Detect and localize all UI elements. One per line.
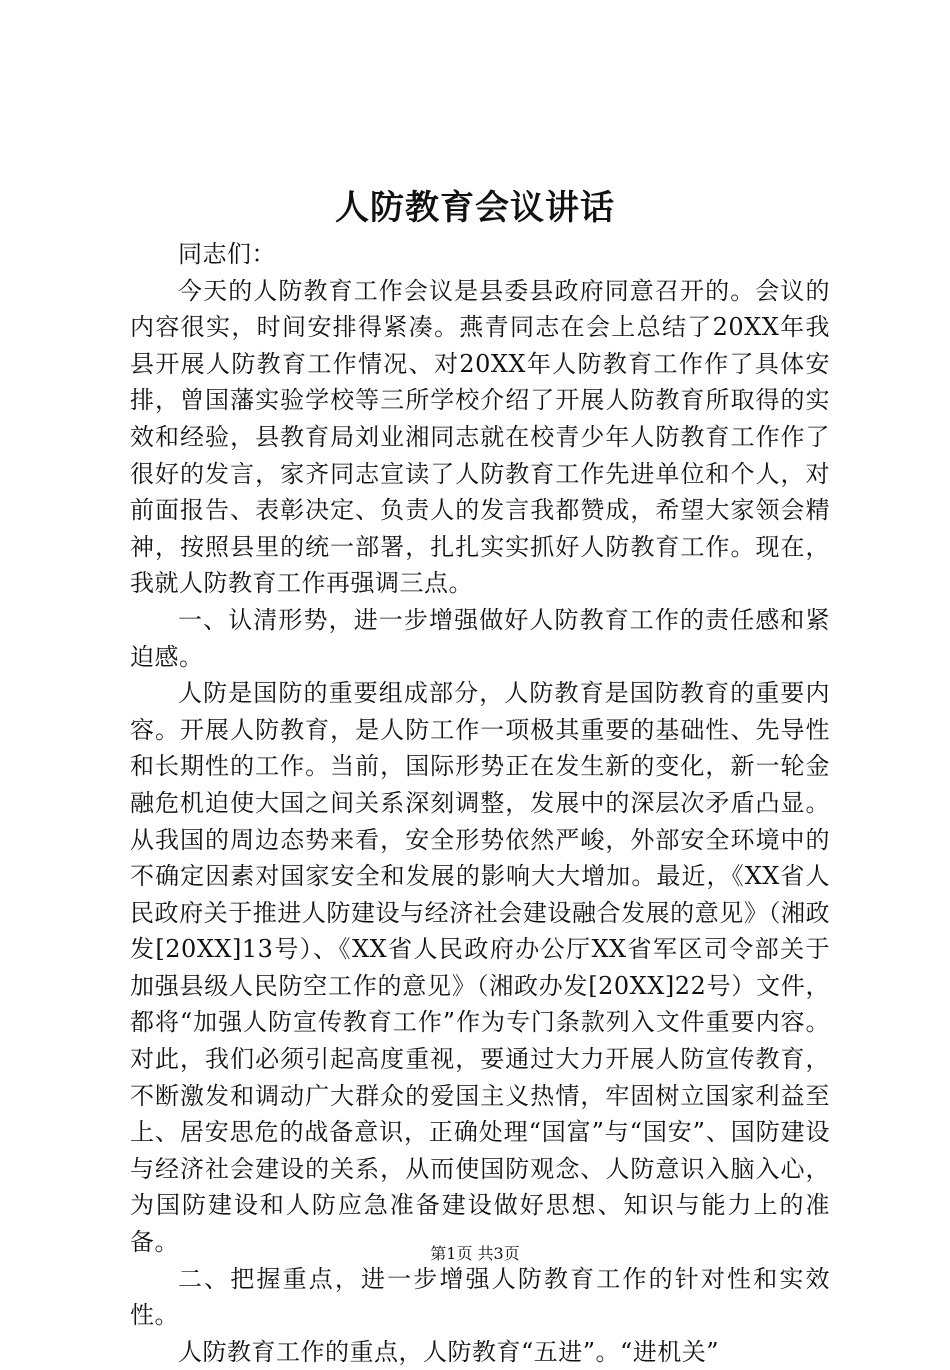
- page-footer: 第1页 共3页: [430, 1244, 520, 1263]
- document-title: 人防教育会议讲话: [335, 188, 615, 228]
- document-body: [130, 236, 830, 1370]
- section-heading-2: 二、把握重点，进一步增强人防教育工作的针对性和实效性。: [130, 1264, 830, 1330]
- salutation-paragraph: 同志们：: [178, 240, 276, 268]
- section-2-paragraph: 人防教育工作的重点，人防教育“五进”。“进机关”: [178, 1337, 720, 1366]
- section-heading-1: 一、认清形势，进一步增强做好人防教育工作的责任感和紧迫感。: [130, 605, 830, 671]
- intro-paragraph: 今天的人防教育工作会议是县委县政府同意召开的。会议的内容很实，时间安排得紧凑。燕青同志在会上总结了20XX年我县开展人防教育工作情况、对20XX年人防教育工作作了具体安排，曾国藩实验学校等三所学校介绍了开展人防教育所取得的实效和经验，县教育局刘业湘同志就在校青少年人防教育工作作了很好的发言，家齐同志宣读了人防教育工作先进单位和个人，对前面报告、表彰决定、负责人的发言我都赞成，希望大家领会精神，按照县里的统一部署，扎扎实实抓好人防教育工作。现在，我就人防教育工作再强调三点。: [130, 276, 830, 598]
- section-1-paragraph: 人防是国防的重要组成部分，人防教育是国防教育的重要内容。开展人防教育，是人防工作一项极其重要的基础性、先导性和长期性的工作。当前，国际形势正在发生新的变化，新一轮金融危机迫使大国之间关系深刻调整，发展中的深层次矛盾凸显。从我国的周边态势来看，安全形势依然严峻，外部安全环境中的不确定因素对国家安全和发展的影响大大增加。最近，《XX省人民政府关于推进人防建设与经济社会建设融合发展的意见》（湘政发[20XX]13号）、《XX省人民政府办公厅XX省军区司令部关于加强县级人民防空工作的意见》（湘政办发[20XX]22号）文件，都将“加强人防宣传教育工作”作为专门条款列入文件重要内容。对此，我们必须引起高度重视，要通过大力开展人防宣传教育，不断激发和调动广大群众的爱国主义热情，牢固树立国家利益至上、居安思危的战备意识，正确处理“国富”与“国安”、国防建设与经济社会建设的关系，从而使国防观念、人防意识入脑入心，为国防建设和人防应急准备建设做好思想、知识与能力上的准备。: [130, 679, 830, 1257]
